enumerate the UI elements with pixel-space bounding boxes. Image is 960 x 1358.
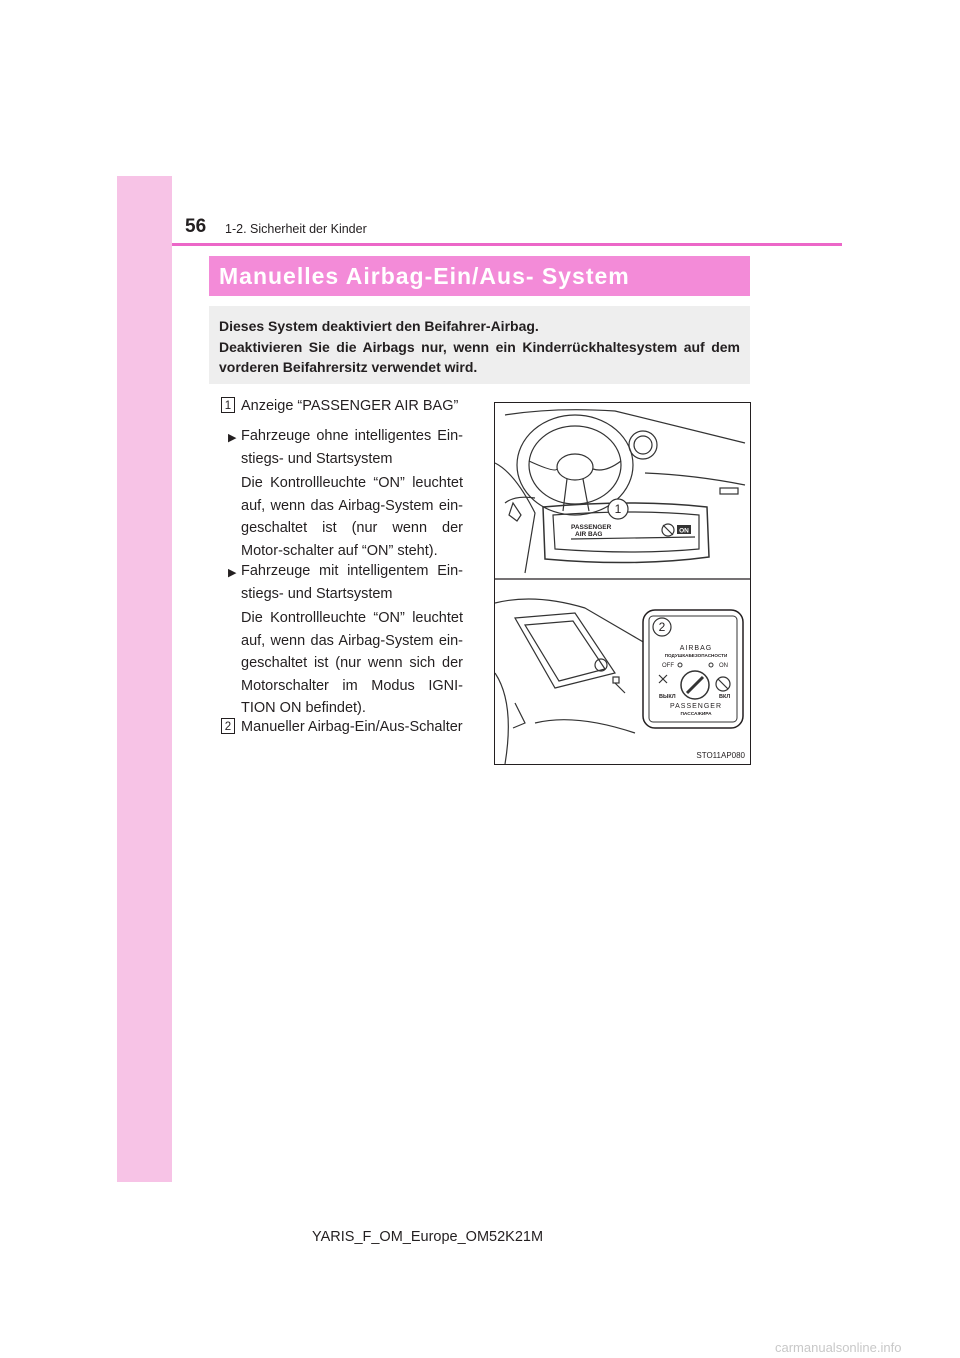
switch-label-passenger-ru: ПАССАЖИРА [680, 712, 712, 717]
header-rule [172, 243, 842, 246]
indicator-on-label: ON [679, 527, 689, 535]
figure-callout-1: 1 [614, 502, 622, 516]
indicator-label-passenger: PASSENGER [571, 524, 612, 531]
item-number-badge: 2 [221, 718, 235, 734]
dashboard-illustration [494, 402, 751, 765]
item-number-badge: 1 [221, 397, 235, 413]
figure-code: STO11AP080 [696, 751, 745, 760]
item-1-label: Anzeige “PASSENGER AIR BAG” [241, 398, 459, 414]
chapter-side-tab [117, 176, 172, 1182]
triangle-bullet-icon: ▶ [228, 432, 237, 444]
subitem-1-text: Die Kontrollleuchte “ON” leuchtet auf, wenn das Airbag-System ein-geschaltet ist (nur wenn der Motor-schalter auf “ON” steht). [241, 475, 463, 559]
triangle-bullet-icon: ▶ [228, 567, 237, 579]
switch-label-passenger: PASSENGER [669, 703, 723, 710]
section-title: 1-2. Sicherheit der Kinder [225, 222, 367, 236]
subitem-1-heading: Fahrzeuge ohne intelligentes Ein-stiegs- und Startsystem [241, 428, 463, 467]
switch-off-label: OFF [662, 663, 674, 669]
document-footer: YARIS_F_OM_Europe_OM52K21M [312, 1229, 544, 1245]
item-2-label: Manueller Airbag-Ein/Aus-Schalter [241, 719, 463, 735]
subitem-2-text: Die Kontrollleuchte “ON” leuchtet auf, wenn das Airbag-System ein-geschaltet ist (nur wenn sich der Motorschalter im Modus IGNI-TION ON befindet). [241, 610, 463, 716]
switch-label-airbag: AIRBAG [679, 645, 713, 652]
indicator-label-airbag: AIR BAG [575, 531, 603, 538]
watermark: carmanualsonline.info [775, 1340, 902, 1355]
intro-line-1: Dieses System deaktiviert den Beifahrer-Airbag. [219, 318, 539, 334]
switch-label-airbag-ru: ПОДУШКАБЕЗОПАСНОСТИ [664, 653, 728, 658]
intro-line-2: Deaktivieren Sie die Airbags nur, wenn ein Kinderrückhaltesystem auf dem vorderen Beifahrersitz verwendet wird. [219, 338, 740, 375]
switch-on-label: ON [719, 663, 728, 669]
page-title: Manuelles Airbag-Ein/Aus- System [209, 256, 750, 296]
subitem-2-heading: Fahrzeuge mit intelligentem Ein-stiegs- und Startsystem [241, 563, 463, 602]
switch-on-ru-label: ВКЛ [719, 694, 731, 700]
page-number: 56 [185, 216, 207, 237]
intro-box [209, 306, 750, 384]
figure-callout-2: 2 [658, 620, 666, 634]
switch-off-ru-label: ВЫКЛ [659, 694, 676, 700]
